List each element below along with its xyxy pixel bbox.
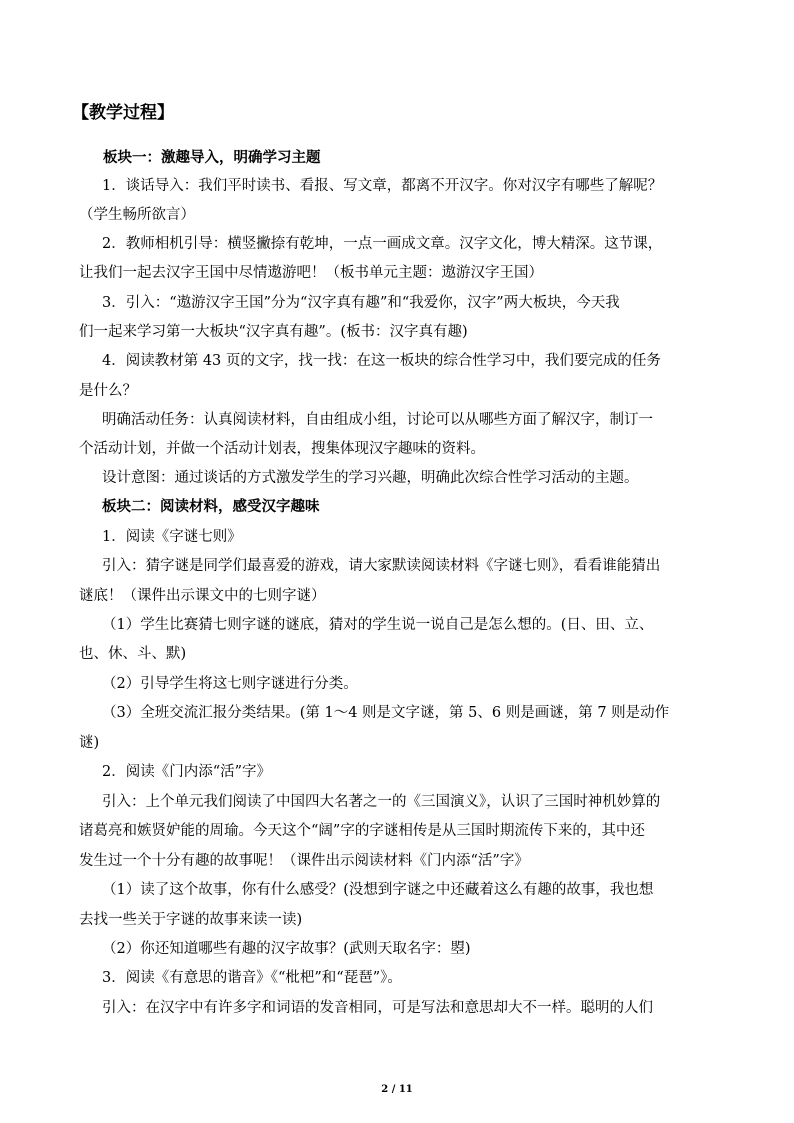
paragraph-line: 4．阅读教材第 43 页的文字，找一找：在这一板块的综合性学习中，我们要完成的任务: [102, 353, 661, 369]
paragraph-line: 发生过一个十分有趣的故事呢！（课件出示阅读材料《门内添“活”字》: [79, 853, 529, 869]
paragraph-line: （1）学生比赛猜七则字谜的谜底，猜对的学生说一说自己是怎么想的。(日、田、立、: [102, 617, 654, 633]
paragraph-line: （2）引导学生将这七则字谜进行分类。: [102, 676, 358, 692]
paragraph-line: 引入：在汉字中有许多字和词语的发音相同，可是写法和意思却大不一样。聪明的人们: [102, 1000, 653, 1016]
paragraph-line: 明确活动任务：认真阅读材料，自由组成小组，讨论可以从哪些方面了解汉字，制订一: [102, 412, 653, 428]
paragraph-line: （学生畅所欲言）: [79, 207, 195, 223]
paragraph-line: 1．阅读《字谜七则》: [102, 529, 242, 545]
paragraph-line: 设计意图：通过谈话的方式激发学生的学习兴趣，明确此次综合性学习活动的主题。: [102, 470, 639, 486]
paragraph-line: （2）你还知道哪些有趣的汉字故事？(武则天取名字：曌): [102, 941, 471, 957]
paragraph-line: 谜底！（课件出示课文中的七则字谜）: [79, 588, 326, 604]
paragraph-line: 让我们一起去汉字王国中尽情遨游吧！（板书单元主题：遨游汉字王国）: [79, 265, 543, 281]
section-heading: 【教学过程】: [72, 103, 174, 123]
paragraph-line: 个活动计划，并做一个活动计划表，搜集体现汉字趣味的资料。: [79, 441, 485, 457]
paragraph-line: 诸葛亮和嫉贤妒能的周瑜。今天这个“阔”字的字谜相传是从三国时期流传下来的，其中还: [79, 823, 645, 839]
paragraph-line: 引入：猜字谜是同学们最喜爱的游戏，请大家默读阅读材料《字谜七则》，看看谁能猜出: [102, 558, 661, 574]
paragraph-line: 3．引入：“遨游汉字王国”分为“汉字真有趣”和“我爱你，汉字”两大板块，今天我: [102, 295, 620, 311]
block-heading: 板块二：阅读材料，感受汉字趣味: [102, 498, 320, 515]
paragraph-line: 也、休、斗、默): [79, 646, 187, 662]
paragraph-line: 2．教师相机引导：横竖撇捺有乾坤，一点一画成文章。汉字文化，博大精深。这节课，: [102, 236, 663, 252]
paragraph-line: （1）读了这个故事，你有什么感受？(没想到字谜之中还藏着这么有趣的故事，我也想: [102, 882, 654, 898]
paragraph-line: 1．谈话导入：我们平时读书、看报、写文章，都离不开汉字。你对汉字有哪些了解呢？: [102, 178, 663, 194]
paragraph-line: 是什么？: [79, 383, 137, 399]
paragraph-line: 3．阅读《有意思的谐音》《“枇杷”和“琵琶”》。: [102, 970, 402, 986]
paragraph-line: 谜): [79, 735, 100, 751]
paragraph-line: （3）全班交流汇报分类结果。(第 1～4 则是文字谜，第 5、6 则是画谜，第 7 则是动作: [102, 705, 670, 721]
paragraph-line: 2．阅读《门内添“活”字》: [102, 764, 272, 780]
page-number: 2 / 11: [381, 1084, 413, 1095]
paragraph-line: 去找一些关于字谜的故事来读一读): [79, 912, 303, 928]
paragraph-line: 们一起来学习第一大板块“汉字真有趣”。(板书：汉字真有趣): [79, 324, 468, 340]
block-heading: 板块一：激趣导入，明确学习主题: [103, 149, 321, 166]
paragraph-line: 引入：上个单元我们阅读了中国四大名著之一的《三国演义》，认识了三国时神机妙算的: [102, 794, 661, 810]
